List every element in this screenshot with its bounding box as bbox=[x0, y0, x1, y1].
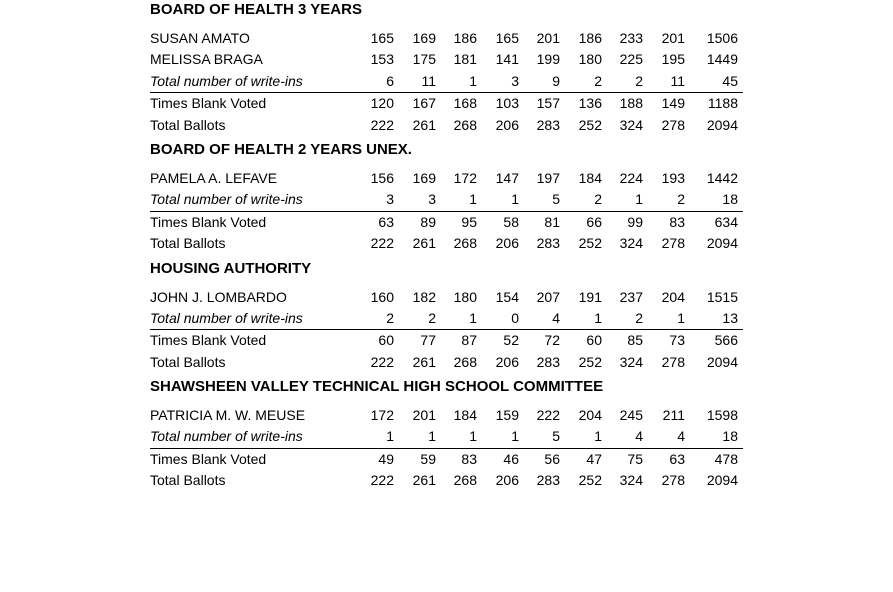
precinct-value-cell: 201 bbox=[412, 407, 436, 424]
section-spacer bbox=[150, 161, 750, 168]
section-spacer bbox=[150, 280, 750, 287]
blank-votes-row bbox=[150, 93, 750, 114]
row-total-cell: 1506 bbox=[706, 30, 738, 46]
precinct-value-cell: 245 bbox=[619, 407, 643, 424]
row-total-cell: 1515 bbox=[706, 288, 738, 305]
precinct-value-cell: 85 bbox=[627, 332, 643, 349]
precinct-value-cell: 224 bbox=[619, 169, 643, 186]
precinct-value-cell: 2 bbox=[594, 72, 602, 89]
precinct-value-cell: 83 bbox=[669, 213, 685, 230]
precinct-value-cell: 87 bbox=[461, 332, 477, 349]
precinct-value-cell: 60 bbox=[378, 332, 394, 349]
precinct-value-cell: 278 bbox=[661, 472, 685, 489]
section-title: SHAWSHEEN VALLEY TECHNICAL HIGH SCHOOL COMMITTEE bbox=[150, 378, 604, 396]
precinct-value-cell: 261 bbox=[412, 472, 436, 489]
row-label: PAMELA A. LEFAVE bbox=[150, 169, 278, 186]
candidate-row bbox=[150, 287, 750, 308]
section-title: BOARD OF HEALTH 2 YEARS UNEX. bbox=[150, 140, 412, 158]
row-label: PATRICIA M. W. MEUSE bbox=[150, 407, 306, 424]
section-title: HOUSING AUTHORITY bbox=[150, 259, 312, 277]
precinct-value-cell: 204 bbox=[578, 407, 602, 424]
precinct-value-cell: 159 bbox=[495, 407, 519, 424]
precinct-value-cell: 222 bbox=[370, 472, 394, 489]
precinct-value-cell: 252 bbox=[578, 472, 602, 489]
row-label: Total number of write-ins bbox=[150, 191, 303, 208]
precinct-value-cell: 222 bbox=[370, 235, 394, 252]
precinct-value-cell: 6 bbox=[386, 72, 394, 89]
row-label: JOHN J. LOMBARDO bbox=[150, 288, 287, 305]
precinct-value-cell: 1 bbox=[469, 309, 477, 326]
precinct-value-cell: 2 bbox=[635, 309, 643, 326]
precinct-value-cell: 2 bbox=[677, 191, 685, 208]
precinct-value-cell: 268 bbox=[453, 472, 477, 489]
write-ins-row bbox=[150, 308, 743, 330]
precinct-value-cell: 201 bbox=[661, 30, 685, 46]
precinct-value-cell: 252 bbox=[578, 116, 602, 133]
precinct-value-cell: 1 bbox=[635, 191, 643, 208]
precinct-value-cell: 204 bbox=[661, 288, 685, 305]
precinct-value-cell: 2 bbox=[386, 309, 394, 326]
row-total-cell: 1188 bbox=[707, 95, 738, 112]
row-label: SUSAN AMATO bbox=[150, 30, 250, 46]
candidate-row bbox=[150, 49, 750, 70]
precinct-value-cell: 75 bbox=[627, 450, 643, 467]
precinct-value-cell: 278 bbox=[661, 116, 685, 133]
precinct-value-cell: 95 bbox=[461, 213, 477, 230]
precinct-value-cell: 207 bbox=[536, 288, 560, 305]
precinct-value-cell: 1 bbox=[469, 72, 477, 89]
precinct-value-cell: 103 bbox=[495, 95, 519, 112]
precinct-value-cell: 181 bbox=[453, 51, 477, 68]
precinct-value-cell: 222 bbox=[536, 407, 560, 424]
precinct-value-cell: 60 bbox=[586, 332, 602, 349]
precinct-value-cell: 278 bbox=[661, 235, 685, 252]
total-ballots-row bbox=[150, 233, 750, 254]
precinct-value-cell: 252 bbox=[578, 235, 602, 252]
row-total-cell: 2094 bbox=[706, 235, 738, 252]
row-total-cell: 2094 bbox=[706, 116, 738, 133]
precinct-value-cell: 324 bbox=[619, 116, 643, 133]
precinct-value-cell: 193 bbox=[661, 169, 685, 186]
precinct-value-cell: 89 bbox=[420, 213, 436, 230]
precinct-value-cell: 9 bbox=[552, 72, 560, 89]
precinct-value-cell: 167 bbox=[412, 95, 436, 112]
precinct-value-cell: 0 bbox=[511, 309, 519, 326]
precinct-value-cell: 99 bbox=[627, 213, 643, 230]
section-spacer bbox=[150, 398, 750, 405]
precinct-value-cell: 186 bbox=[578, 30, 602, 46]
precinct-value-cell: 156 bbox=[370, 169, 394, 186]
row-total-cell: 18 bbox=[722, 191, 738, 208]
precinct-value-cell: 324 bbox=[619, 472, 643, 489]
precinct-value-cell: 252 bbox=[578, 353, 602, 370]
precinct-value-cell: 3 bbox=[428, 191, 436, 208]
precinct-value-cell: 1 bbox=[469, 191, 477, 208]
precinct-value-cell: 168 bbox=[453, 95, 477, 112]
precinct-value-cell: 160 bbox=[370, 288, 394, 305]
precinct-value-cell: 324 bbox=[619, 353, 643, 370]
precinct-value-cell: 165 bbox=[495, 30, 519, 46]
precinct-value-cell: 3 bbox=[386, 191, 394, 208]
total-ballots-row bbox=[150, 115, 750, 136]
precinct-value-cell: 324 bbox=[619, 235, 643, 252]
precinct-value-cell: 211 bbox=[662, 407, 685, 424]
precinct-value-cell: 278 bbox=[661, 353, 685, 370]
precinct-value-cell: 169 bbox=[412, 169, 436, 186]
precinct-value-cell: 147 bbox=[495, 169, 519, 186]
row-total-cell: 634 bbox=[714, 213, 738, 230]
precinct-value-cell: 1 bbox=[594, 309, 602, 326]
precinct-value-cell: 206 bbox=[495, 116, 519, 133]
candidate-row bbox=[150, 168, 750, 189]
row-label: Total Ballots bbox=[150, 116, 226, 133]
precinct-value-cell: 180 bbox=[453, 288, 477, 305]
precinct-value-cell: 188 bbox=[619, 95, 643, 112]
precinct-value-cell: 2 bbox=[635, 72, 643, 89]
precinct-value-cell: 206 bbox=[495, 472, 519, 489]
precinct-value-cell: 283 bbox=[536, 235, 560, 252]
precinct-value-cell: 2 bbox=[428, 309, 436, 326]
precinct-value-cell: 1 bbox=[677, 309, 685, 326]
precinct-value-cell: 77 bbox=[420, 332, 436, 349]
precinct-value-cell: 5 bbox=[552, 191, 560, 208]
precinct-value-cell: 237 bbox=[619, 288, 643, 305]
precinct-value-cell: 195 bbox=[661, 51, 685, 68]
precinct-value-cell: 66 bbox=[586, 213, 602, 230]
results-section bbox=[150, 259, 750, 378]
row-total-cell: 2094 bbox=[706, 472, 738, 489]
precinct-value-cell: 184 bbox=[453, 407, 477, 424]
precinct-value-cell: 72 bbox=[544, 332, 560, 349]
row-total-cell: 566 bbox=[714, 332, 738, 349]
precinct-value-cell: 1 bbox=[428, 428, 436, 445]
precinct-value-cell: 153 bbox=[370, 51, 394, 68]
results-section bbox=[150, 377, 750, 492]
precinct-value-cell: 283 bbox=[536, 353, 560, 370]
precinct-value-cell: 283 bbox=[536, 116, 560, 133]
precinct-value-cell: 46 bbox=[503, 450, 519, 467]
row-total-cell: 13 bbox=[722, 309, 738, 326]
precinct-value-cell: 83 bbox=[461, 450, 477, 467]
row-label: Total Ballots bbox=[150, 472, 226, 489]
total-ballots-row bbox=[150, 352, 750, 373]
precinct-value-cell: 157 bbox=[536, 95, 560, 112]
precinct-value-cell: 233 bbox=[619, 30, 643, 46]
precinct-value-cell: 206 bbox=[495, 235, 519, 252]
precinct-value-cell: 141 bbox=[495, 51, 519, 68]
precinct-value-cell: 261 bbox=[412, 353, 436, 370]
row-total-cell: 2094 bbox=[706, 353, 738, 370]
precinct-value-cell: 58 bbox=[503, 213, 519, 230]
row-label: Total Ballots bbox=[150, 235, 226, 252]
precinct-value-cell: 4 bbox=[677, 428, 685, 445]
row-label: MELISSA BRAGA bbox=[150, 51, 263, 68]
precinct-value-cell: 59 bbox=[420, 450, 436, 467]
row-total-cell: 1598 bbox=[706, 407, 738, 424]
precinct-value-cell: 63 bbox=[378, 213, 394, 230]
precinct-value-cell: 2 bbox=[594, 191, 602, 208]
precinct-value-cell: 63 bbox=[669, 450, 685, 467]
precinct-value-cell: 222 bbox=[370, 116, 394, 133]
precinct-value-cell: 283 bbox=[536, 472, 560, 489]
results-section bbox=[150, 0, 750, 140]
precinct-value-cell: 120 bbox=[370, 95, 394, 112]
total-ballots-row bbox=[150, 470, 750, 491]
precinct-value-cell: 206 bbox=[495, 353, 519, 370]
blank-votes-row bbox=[150, 330, 750, 351]
election-results-document bbox=[150, 0, 750, 492]
precinct-value-cell: 4 bbox=[552, 309, 560, 326]
precinct-value-cell: 149 bbox=[661, 95, 685, 112]
precinct-value-cell: 154 bbox=[495, 288, 519, 305]
row-label: Total number of write-ins bbox=[150, 428, 303, 445]
precinct-value-cell: 225 bbox=[619, 51, 643, 68]
precinct-value-cell: 56 bbox=[544, 450, 560, 467]
precinct-value-cell: 201 bbox=[536, 30, 560, 46]
precinct-value-cell: 175 bbox=[412, 51, 436, 68]
row-label: Total number of write-ins bbox=[150, 309, 303, 326]
precinct-value-cell: 49 bbox=[378, 450, 394, 467]
precinct-value-cell: 1 bbox=[469, 428, 477, 445]
precinct-value-cell: 1 bbox=[511, 428, 519, 445]
precinct-value-cell: 222 bbox=[370, 353, 394, 370]
row-total-cell: 1442 bbox=[706, 169, 738, 186]
precinct-value-cell: 172 bbox=[453, 169, 477, 186]
precinct-value-cell: 1 bbox=[386, 428, 394, 445]
precinct-value-cell: 52 bbox=[503, 332, 519, 349]
precinct-value-cell: 191 bbox=[578, 288, 602, 305]
row-total-cell: 1449 bbox=[706, 51, 738, 68]
precinct-value-cell: 268 bbox=[453, 116, 477, 133]
row-label: Times Blank Voted bbox=[150, 95, 267, 112]
precinct-value-cell: 136 bbox=[578, 95, 602, 112]
precinct-value-cell: 199 bbox=[536, 51, 560, 68]
precinct-value-cell: 47 bbox=[586, 450, 602, 467]
precinct-value-cell: 11 bbox=[421, 72, 436, 89]
blank-votes-row bbox=[150, 212, 750, 233]
row-label: Times Blank Voted bbox=[150, 213, 267, 230]
precinct-value-cell: 197 bbox=[536, 169, 560, 186]
precinct-value-cell: 261 bbox=[412, 235, 436, 252]
section-title: BOARD OF HEALTH 3 YEARS bbox=[150, 1, 362, 18]
row-total-cell: 45 bbox=[722, 72, 738, 89]
precinct-value-cell: 3 bbox=[511, 72, 519, 89]
precinct-value-cell: 180 bbox=[578, 51, 602, 68]
precinct-value-cell: 73 bbox=[669, 332, 685, 349]
write-ins-row bbox=[150, 71, 743, 93]
precinct-value-cell: 1 bbox=[594, 428, 602, 445]
precinct-value-cell: 268 bbox=[453, 353, 477, 370]
precinct-value-cell: 184 bbox=[578, 169, 602, 186]
precinct-value-cell: 169 bbox=[412, 30, 436, 46]
precinct-value-cell: 165 bbox=[370, 30, 394, 46]
write-ins-row bbox=[150, 189, 743, 211]
blank-votes-row bbox=[150, 449, 750, 470]
row-total-cell: 18 bbox=[722, 428, 738, 445]
precinct-value-cell: 11 bbox=[670, 72, 685, 89]
row-label: Times Blank Voted bbox=[150, 332, 267, 349]
precinct-value-cell: 261 bbox=[412, 116, 436, 133]
section-spacer bbox=[150, 21, 750, 28]
candidate-row bbox=[150, 405, 750, 426]
candidate-row bbox=[150, 28, 750, 49]
row-label: Total number of write-ins bbox=[150, 72, 303, 89]
write-ins-row bbox=[150, 426, 743, 448]
results-section bbox=[150, 140, 750, 259]
precinct-value-cell: 268 bbox=[453, 235, 477, 252]
precinct-value-cell: 182 bbox=[412, 288, 436, 305]
precinct-value-cell: 186 bbox=[453, 30, 477, 46]
row-label: Times Blank Voted bbox=[150, 450, 267, 467]
row-label: Total Ballots bbox=[150, 353, 226, 370]
precinct-value-cell: 172 bbox=[370, 407, 394, 424]
precinct-value-cell: 5 bbox=[552, 428, 560, 445]
precinct-value-cell: 1 bbox=[511, 191, 519, 208]
precinct-value-cell: 81 bbox=[544, 213, 560, 230]
precinct-value-cell: 4 bbox=[635, 428, 643, 445]
row-total-cell: 478 bbox=[714, 450, 738, 467]
